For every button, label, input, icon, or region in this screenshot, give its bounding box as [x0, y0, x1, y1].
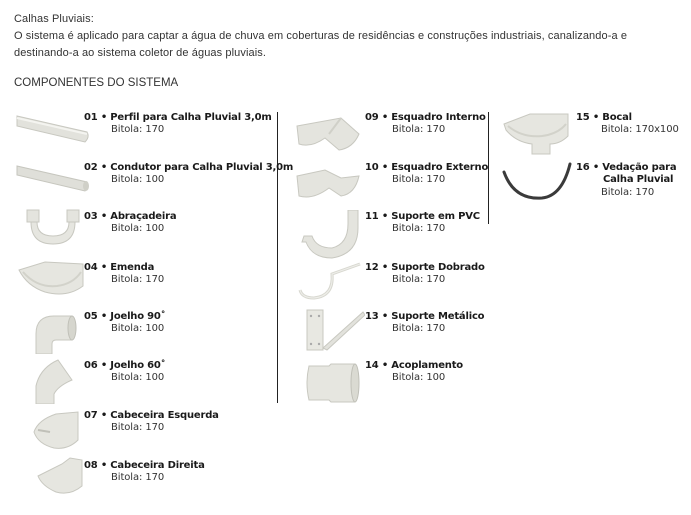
component-name: Perfil para Calha Pluvial 3,0m	[110, 112, 272, 123]
component-spec: Bitola: 170	[392, 274, 446, 285]
component-number: 04	[84, 262, 98, 273]
component-spec: Bitola: 170	[392, 124, 446, 135]
section-title: COMPONENTES DO SISTEMA	[14, 77, 179, 89]
left-end-cap-icon	[32, 410, 82, 450]
component-number: 12	[365, 262, 379, 273]
component-name: Joelho 60˚	[110, 360, 166, 371]
gutter-seal-icon	[500, 162, 572, 202]
component-name: Suporte Dobrado	[391, 262, 485, 273]
component-name: Suporte em PVC	[391, 211, 480, 222]
component-number: 06	[84, 360, 98, 371]
internal-corner-icon	[295, 112, 363, 152]
intro-title: Calhas Pluviais:	[14, 13, 94, 25]
component-name: Cabeceira Esquerda	[110, 410, 219, 421]
elbow-90-icon	[32, 310, 78, 354]
component-spec: Bitola: 100	[111, 323, 165, 334]
component-name: Cabeceira Direita	[110, 460, 205, 471]
component-name: Vedação para	[602, 162, 677, 173]
component-number: 13	[365, 311, 379, 322]
elbow-60-icon	[32, 358, 78, 404]
clamp-icon	[25, 208, 81, 248]
component-number: 09	[365, 112, 379, 123]
component-name-line-2: Calha Pluvial	[603, 174, 674, 185]
joint-icon	[17, 258, 85, 300]
component-number: 10	[365, 162, 379, 173]
component-number: 08	[84, 460, 98, 471]
component-spec: Bitola: 170	[111, 124, 165, 135]
component-spec: Bitola: 170	[111, 472, 165, 483]
intro-line-2: destinando-a ao sistema coletor de águas pluviais.	[14, 47, 267, 59]
outlet-icon	[502, 110, 570, 158]
pvc-bracket-icon	[300, 210, 360, 260]
component-spec: Bitola: 170	[111, 422, 165, 433]
component-name: Abraçadeira	[110, 211, 177, 222]
component-spec: Bitola: 100	[111, 372, 165, 383]
component-number: 03	[84, 211, 98, 222]
component-number: 07	[84, 410, 98, 421]
component-name: Bocal	[602, 112, 632, 123]
component-number: 02	[84, 162, 98, 173]
component-spec: Bitola: 170	[111, 274, 165, 285]
component-number: 14	[365, 360, 379, 371]
component-number: 16	[576, 162, 590, 173]
intro-text	[14, 11, 627, 62]
component-number: 05	[84, 311, 98, 322]
component-number: 11	[365, 211, 379, 222]
component-name: Suporte Metálico	[391, 311, 485, 322]
gutter-profile-icon	[15, 112, 90, 144]
coupling-icon	[305, 360, 361, 406]
column-divider-2	[488, 112, 489, 224]
component-spec: Bitola: 170	[392, 323, 446, 334]
downpipe-icon	[15, 162, 90, 194]
component-spec: Bitola: 170	[392, 223, 446, 234]
component-name: Esquadro Interno	[391, 112, 486, 123]
external-corner-icon	[295, 166, 363, 202]
component-name: Emenda	[110, 262, 155, 273]
component-spec: Bitola: 170x100	[601, 124, 679, 135]
right-end-cap-icon	[36, 456, 84, 496]
component-spec: Bitola: 170	[392, 174, 446, 185]
component-name: Esquadro Externo	[391, 162, 489, 173]
component-spec: Bitola: 100	[111, 223, 165, 234]
component-name: Acoplamento	[391, 360, 463, 371]
component-name: Condutor para Calha Pluvial 3,0m	[110, 162, 294, 173]
component-number: 15	[576, 112, 590, 123]
intro-line-1: O sistema é aplicado para captar a água de chuva em coberturas de residências e construções industriais, canalizando-a e	[14, 30, 628, 42]
component-number: 01	[84, 112, 98, 123]
component-spec: Bitola: 170	[601, 187, 655, 198]
component-spec: Bitola: 100	[392, 372, 446, 383]
column-divider-1	[277, 112, 278, 403]
bent-bracket-icon	[296, 262, 362, 302]
metal-bracket-icon	[305, 308, 365, 354]
component-spec: Bitola: 100	[111, 174, 165, 185]
component-name: Joelho 90˚	[110, 311, 166, 322]
